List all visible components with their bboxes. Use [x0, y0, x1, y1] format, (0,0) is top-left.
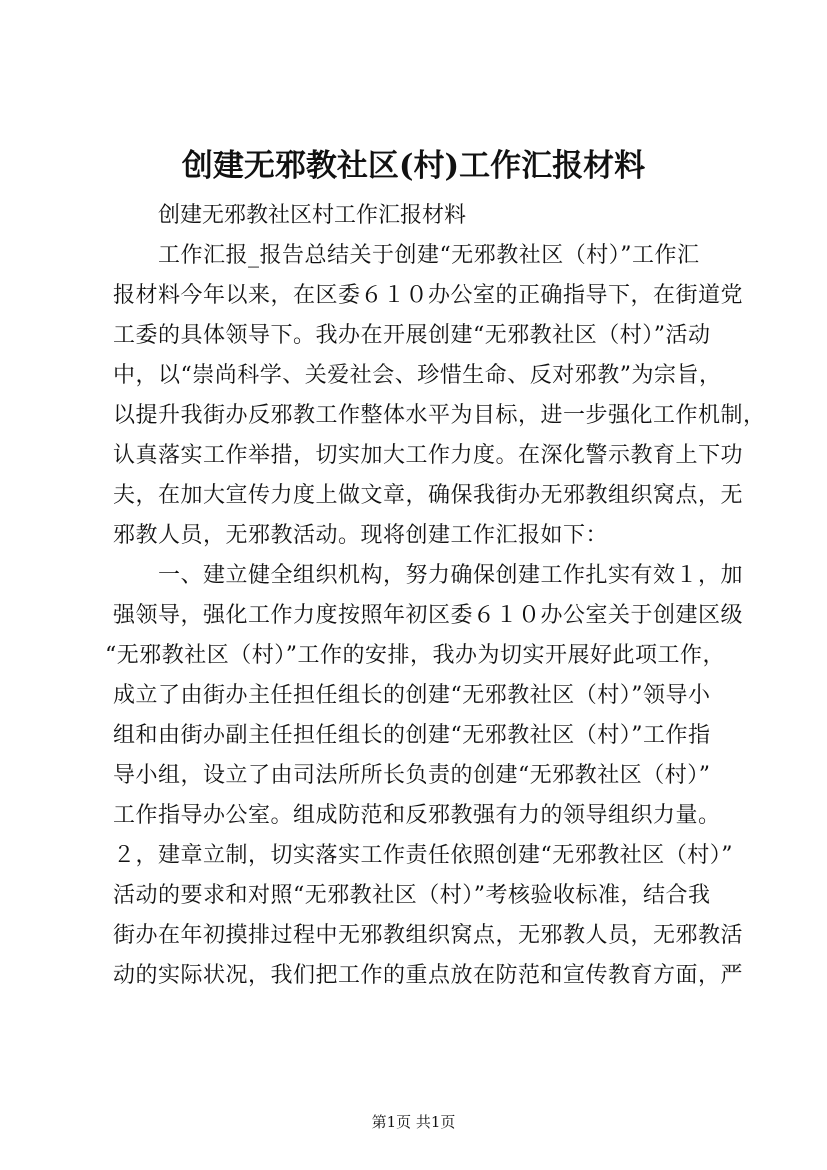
body-line: 组和由街办副主任担任组长的创建“无邪教社区（村）”工作指 [113, 723, 711, 748]
body-line: 工作汇报_报告总结关于创建“无邪教社区（村）”工作汇 [158, 243, 700, 268]
body-line: 街办在年初摸排过程中无邪教组织窝点，无邪教人员，无邪教活 [113, 923, 744, 948]
page-footer: 第1页 共1页 [371, 1113, 456, 1131]
body-line: 活动的要求和对照“无邪教社区（村）”考核验收标准，结合我 [113, 883, 711, 908]
body-line: 夫，在加大宣传力度上做文章，确保我街办无邪教组织窝点，无 [113, 483, 744, 508]
body-line: 报材料今年以来，在区委６１０办公室的正确指导下，在街道党 [113, 283, 744, 308]
body-line: 中，以“崇尚科学、关爱社会、珍惜生命、反对邪教”为宗旨， [113, 363, 722, 388]
body-line: 一、建立健全组织机构，努力确保创建工作扎实有效１，加 [158, 563, 744, 588]
body-line: ２，建章立制，切实落实工作责任依照创建“无邪教社区（村）” [113, 843, 733, 868]
body-line: 导小组，设立了由司法所所长负责的创建“无邪教社区（村）” [113, 763, 711, 788]
body-line: 工作指导办公室。组成防范和反邪教强有力的领导组织力量。 [113, 803, 721, 828]
body-line: 邪教人员，无邪教活动。现将创建工作汇报如下： [113, 523, 609, 548]
document-title: 创建无邪教社区(村)工作汇报材料 [181, 148, 646, 184]
body-line: 以提升我街办反邪教工作整体水平为目标，进一步强化工作机制， [113, 403, 766, 428]
body-line: 工委的具体领导下。我办在开展创建“无邪教社区（村）”活动 [113, 323, 711, 348]
body-line: 动的实际状况，我们把工作的重点放在防范和宣传教育方面，严 [113, 963, 744, 988]
body-line: 成立了由街办主任担任组长的创建“无邪教社区（村）”领导小 [113, 683, 711, 708]
body-line: 认真落实工作举措，切实加大工作力度。在深化警示教育上下功 [113, 443, 744, 468]
document-subtitle: 创建无邪教社区村工作汇报材料 [158, 203, 467, 228]
body-line: “无邪教社区（村）”工作的安排，我办为切实开展好此项工作， [105, 643, 725, 668]
body-line: 强领导，强化工作力度按照年初区委６１０办公室关于创建区级 [113, 603, 744, 628]
